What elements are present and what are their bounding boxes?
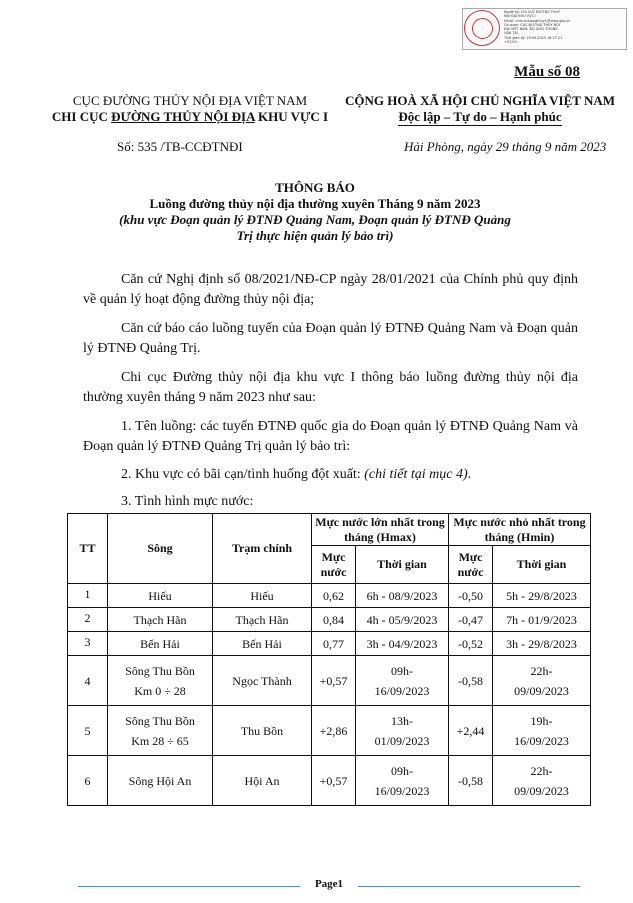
col-tt: TT — [68, 514, 108, 584]
cell-tt: 5 — [68, 706, 108, 756]
cell-tt: 2 — [68, 608, 108, 632]
signature-line: Email: chicucduongthuy1@viwa.gov.vn — [504, 18, 571, 23]
cell-max-time: 6h - 08/9/2023 — [356, 584, 449, 608]
cell-min-time: 7h - 01/9/2023 — [493, 608, 591, 632]
col-river: Sông — [108, 514, 213, 584]
cell-tt: 1 — [68, 584, 108, 608]
cell-tt: 4 — [68, 656, 108, 706]
cell-min-time: 3h - 29/8/2023 — [493, 632, 591, 656]
paragraph-report-basis: Căn cứ báo cáo luồng tuyến của Đoạn quản lý ĐTNĐ Quảng Nam và Đoạn quản lý ĐTNĐ Quảng Trị. — [83, 321, 578, 356]
table-row — [68, 706, 591, 756]
cell-river: Hiếu — [108, 584, 213, 608]
cell-max-level: 0,62 — [312, 584, 356, 608]
country-name: CỘNG HOÀ XÃ HỘI CHỦ NGHĨA VIỆT NAM — [344, 93, 616, 108]
cell-min-level: -0,47 — [449, 608, 493, 632]
cell-min-time: 5h - 29/8/2023 — [493, 584, 591, 608]
seal-icon — [464, 10, 500, 46]
cell-max-time: 09h- 16/09/2023 — [356, 656, 449, 706]
reference-number: Số: 535 /TB-CCĐTNĐI — [117, 139, 243, 154]
paragraph-shoal-area: 2. Khu vực có bãi cạn/tình huống đột xuất: (chi tiết tại mục 4). — [121, 467, 472, 482]
place-date: Hải Phòng, ngày 29 tháng 9 năm 2023 — [404, 139, 607, 154]
col-station: Trạm chính — [213, 514, 312, 584]
cell-station: Thạch Hãn — [213, 608, 312, 632]
cell-station: Thu Bồn — [213, 706, 312, 756]
table-row — [68, 584, 591, 608]
cell-min-time: 22h- 09/09/2023 — [493, 756, 591, 806]
digital-signature-box — [462, 8, 627, 50]
col-group-max: Mực nước lớn nhất trong tháng (Hmax) — [312, 514, 449, 546]
cell-max-time: 09h- 16/09/2023 — [356, 756, 449, 806]
col-max-time: Thời gian — [356, 546, 449, 584]
signature-line: NỘI ĐỊA KHU VỰC I — [504, 14, 537, 19]
cell-max-level: +0,57 — [312, 656, 356, 706]
col-group-min: Mực nước nhỏ nhất trong tháng (Hmin) — [449, 514, 591, 546]
cell-min-time: 22h- 09/09/2023 — [493, 656, 591, 706]
table-row — [68, 756, 591, 806]
table-row — [68, 608, 591, 632]
cell-station: Hội An — [213, 756, 312, 806]
national-motto: Độc lập – Tự do – Hạnh phúc — [398, 109, 562, 124]
cell-max-level: +0,57 — [312, 756, 356, 806]
cell-tt: 3 — [68, 632, 108, 656]
cell-min-level: -0,58 — [449, 756, 493, 806]
signature-line: Thời gian ký: 29.09.2023 16:27:21 — [504, 35, 563, 40]
cell-min-level: -0,52 — [449, 632, 493, 656]
paragraph-water-level: 3. Tình hình mực nước: — [121, 494, 254, 509]
cell-max-level: 0,84 — [312, 608, 356, 632]
paragraph-legal-basis: Căn cứ Nghị định số 08/2021/NĐ-CP ngày 28/01/2021 của Chính phủ quy định về quản lý hoạt động đường thủy nội địa; — [83, 272, 578, 307]
cell-min-time: 19h- 16/09/2023 — [493, 706, 591, 756]
signature-line: Cơ quan: CỤC ĐƯỜNG THỦY NỘI — [504, 22, 560, 27]
cell-river: Sông Thu Bồn Km 0 ÷ 28 — [108, 656, 213, 706]
cell-river: Thạch Hãn — [108, 608, 213, 632]
cell-min-level: -0,50 — [449, 584, 493, 608]
notice-heading: THÔNG BÁO — [275, 180, 355, 195]
cell-station: Hiếu — [213, 584, 312, 608]
signature-info — [504, 10, 624, 44]
cell-river: Sông Hội An — [108, 756, 213, 806]
cell-tt: 6 — [68, 756, 108, 806]
signature-line: +07:00 — [504, 40, 517, 45]
agency-name: CHI CỤC ĐƯỜNG THỦY NỘI ĐỊA KHU VỰC I — [51, 109, 329, 124]
col-min-level: Mực nước — [449, 546, 493, 584]
paragraph-route-name: 1. Tên luồng: các tuyến ĐTNĐ quốc gia do Đoạn quản lý ĐTNĐ Quảng Nam và Đoạn quản lý ĐTNĐ Quảng Trị quản lý bảo trì: — [83, 419, 578, 454]
notice-scope-line2: Trị thực hiện quản lý bảo trì) — [236, 228, 394, 243]
cell-station: Ngọc Thành — [213, 656, 312, 706]
notice-title — [80, 180, 550, 244]
form-number: Mẫu số 08 — [514, 64, 580, 80]
cell-max-level: 0,77 — [312, 632, 356, 656]
cell-max-time: 13h- 01/09/2023 — [356, 706, 449, 756]
cell-river: Sông Thu Bồn Km 28 ÷ 65 — [108, 706, 213, 756]
agency-header — [30, 93, 350, 125]
water-level-table — [67, 513, 591, 806]
page-number: Page1 — [314, 878, 344, 890]
col-min-time: Thời gian — [493, 546, 591, 584]
notice-scope-line1: (khu vực Đoạn quản lý ĐTNĐ Quảng Nam, Đoạn quản lý ĐTNĐ Quảng — [119, 212, 511, 227]
footer-divider-left — [78, 886, 300, 887]
signature-line: Người ký: CHI CỤC ĐƯỜNG THỦY — [504, 10, 561, 14]
cell-min-level: -0,58 — [449, 656, 493, 706]
table-row — [68, 656, 591, 706]
signature-line: ĐỊA VIỆT NAM, BỘ GIAO THÔNG — [504, 27, 558, 32]
cell-station: Bến Hải — [213, 632, 312, 656]
paragraph-announcement: Chi cục Đường thủy nội địa khu vực I thông báo luồng đường thủy nội địa thường xuyên tháng 9 năm 2023 như sau: — [83, 370, 578, 405]
cell-min-level: +2,44 — [449, 706, 493, 756]
col-max-level: Mực nước — [312, 546, 356, 584]
cell-river: Bến Hải — [108, 632, 213, 656]
national-header — [330, 93, 630, 126]
cell-max-time: 4h - 05/9/2023 — [356, 608, 449, 632]
table-row — [68, 632, 591, 656]
cell-max-time: 3h - 04/9/2023 — [356, 632, 449, 656]
cell-max-level: +2,86 — [312, 706, 356, 756]
footer-divider-right — [358, 886, 580, 887]
signature-line: VẬN TẢI — [504, 31, 518, 36]
notice-subject: Luồng đường thủy nội địa thường xuyên Tháng 9 năm 2023 — [149, 196, 481, 211]
agency-parent: CỤC ĐƯỜNG THỦY NỘI ĐỊA VIỆT NAM — [72, 93, 308, 108]
